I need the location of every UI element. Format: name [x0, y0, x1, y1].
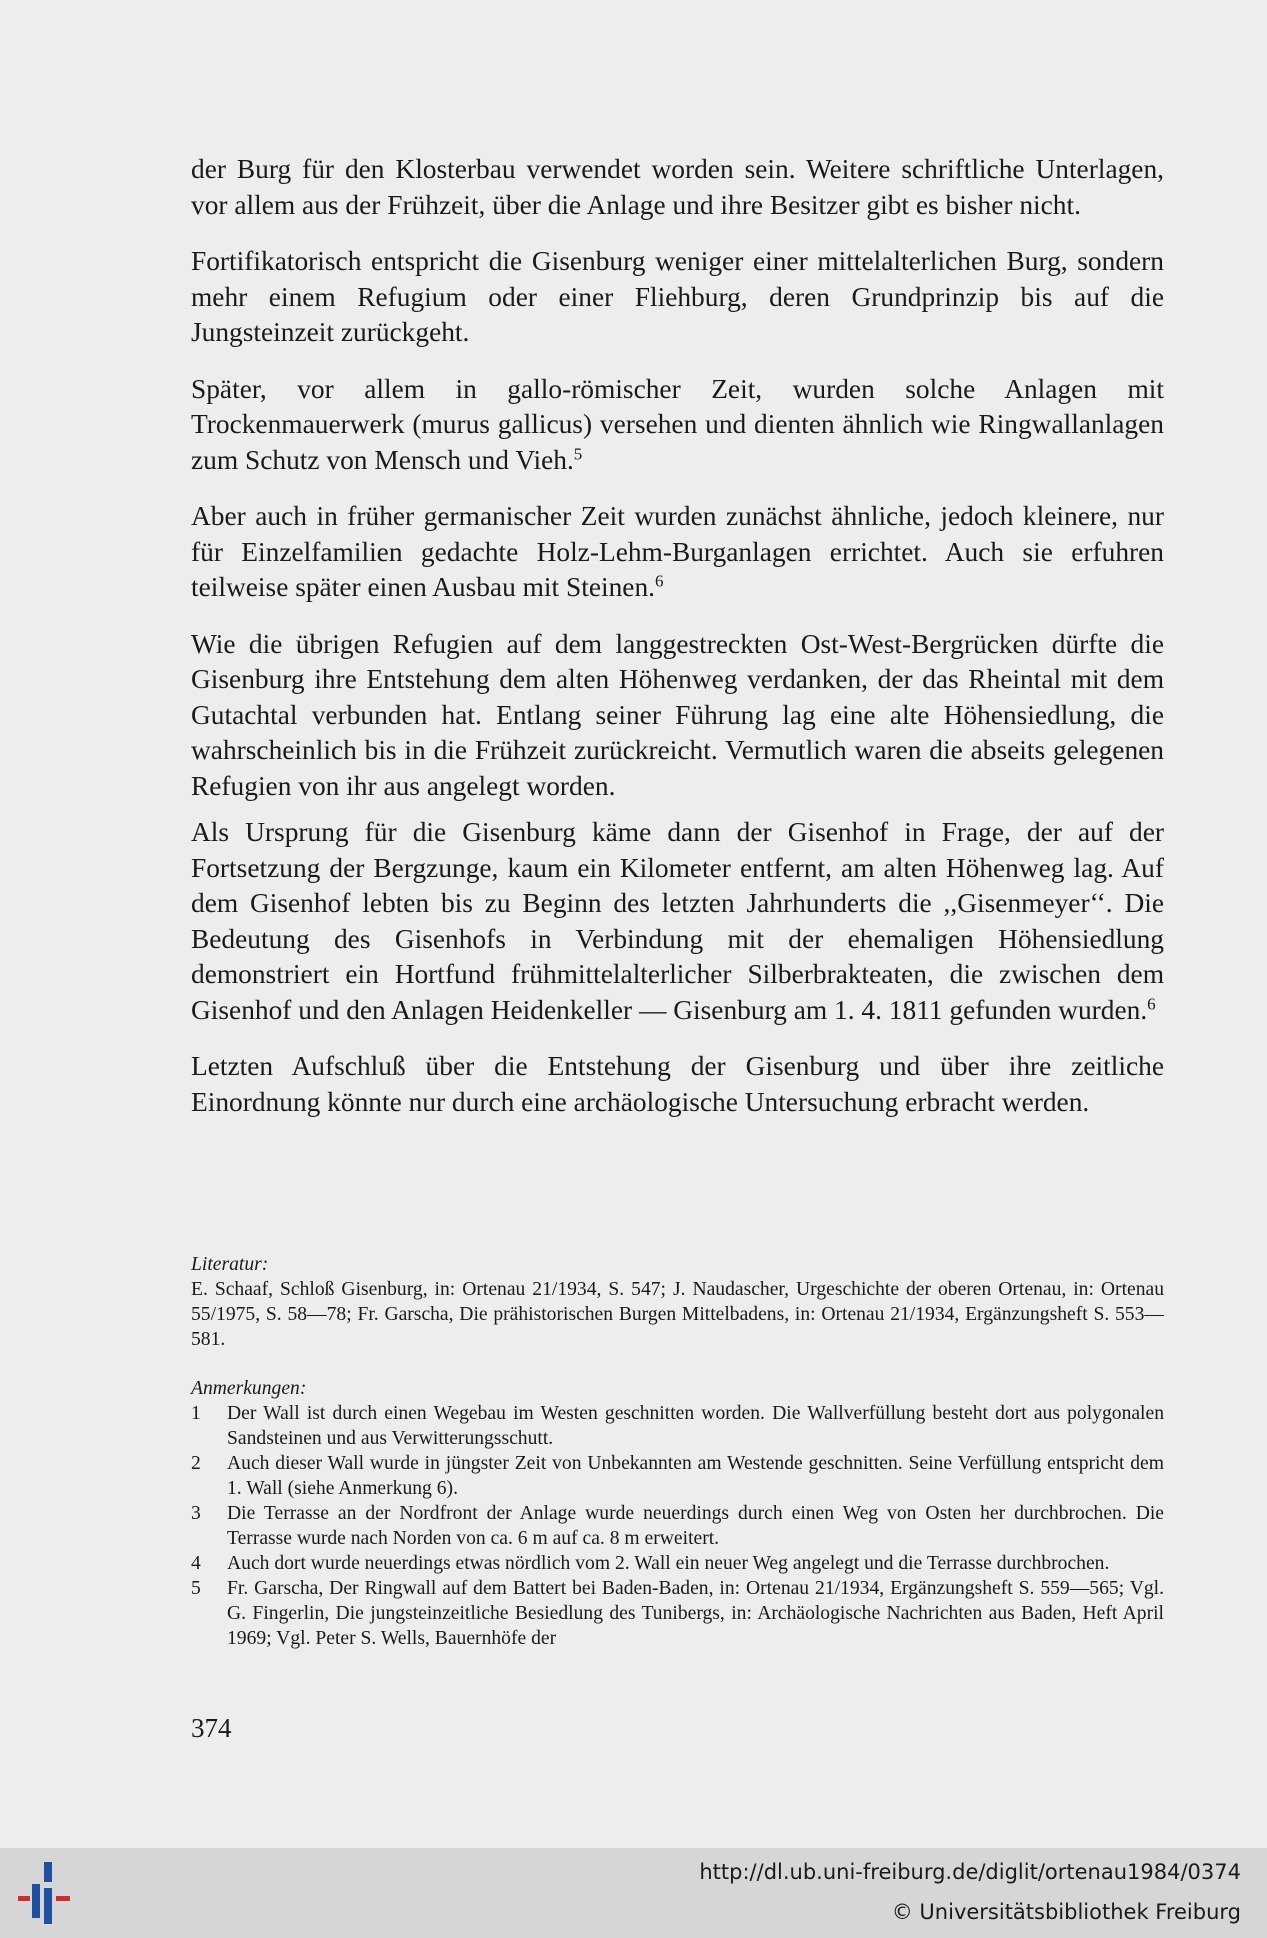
paragraph — [191, 152, 1164, 223]
paragraph-text: der Burg für den Klosterbau verwendet worden sein. Weitere schriftliche Unterlagen, vor allem aus der Frühzeit, über die Anlage und ihre Besitzer gibt es bisher nicht. — [191, 154, 1164, 220]
notes-heading: Anmerkungen: — [191, 1378, 307, 1399]
note-item — [191, 1451, 1164, 1501]
note-number: 1 — [191, 1403, 201, 1424]
literature-section — [191, 1252, 1164, 1352]
ub-freiburg-logo-icon[interactable] — [14, 1858, 84, 1928]
literature-heading: Literatur: — [191, 1254, 269, 1275]
note-item — [191, 1501, 1164, 1551]
note-number: 4 — [191, 1553, 201, 1574]
note-text: Fr. Garscha, Der Ringwall auf dem Battert bei Baden-Baden, in: Ortenau 21/1934, Ergänzungsheft S. 559—565; Vgl. G. Fingerlin, Die jungsteinzeitliche Besiedlung des Tunibergs, in: Archäologische Nachrichten aus Baden, Heft April 1969; Vgl. Peter S. Wells, Bauernhöfe der — [227, 1578, 1164, 1649]
paragraph-text: Fortifikatorisch entspricht die Gisenburg weniger einer mittelalterlichen Burg, sondern mehr einem Refugium oder einer Fliehburg, deren Grundprinzip bis auf die Jungsteinzeit zurückgeht. — [191, 246, 1164, 347]
paragraph — [191, 627, 1164, 805]
paragraph — [191, 1049, 1164, 1120]
note-text: Auch dieser Wall wurde in jüngster Zeit von Unbekannten am Westende geschnitten. Seine Verfüllung entspricht dem 1. Wall (siehe Anmerkung 6). — [227, 1453, 1164, 1499]
paragraph — [191, 372, 1164, 479]
paragraph-text: Wie die übrigen Refugien auf dem langgestreckten Ost-West-Bergrücken dürfte die Gisenburg ihre Entstehung dem alten Höhenweg verdanken, der das Rheintal mit dem Gutachtal verbunden hat. Entlang seiner Führung lag eine alte Höhensiedlung, die wahrscheinlich bis in die Frühzeit zurückreicht. Vermutlich waren die abseits gelegenen Refugien von ihr aus angelegt worden. — [191, 628, 1164, 801]
notes-section — [191, 1376, 1164, 1651]
note-number: 5 — [191, 1578, 201, 1599]
copyright-notice: © Universitätsbibliothek Freiburg — [891, 1900, 1241, 1924]
paragraph — [191, 815, 1164, 1028]
note-text: Auch dort wurde neuerdings etwas nördlich vom 2. Wall ein neuer Weg angelegt und die Terrasse durchbrochen. — [227, 1553, 1110, 1574]
note-item — [191, 1401, 1164, 1451]
footnote-mark: 6 — [1147, 994, 1156, 1014]
page-number: 374 — [191, 1713, 232, 1743]
paragraph — [191, 499, 1164, 606]
note-number: 3 — [191, 1503, 201, 1524]
paragraph — [191, 244, 1164, 351]
main-text — [191, 152, 1164, 1141]
paragraph-text: Aber auch in früher germanischer Zeit wurden zunächst ähnliche, jedoch kleinere, nur für Einzelfamilien gedachte Holz-Lehm-Burganlagen errichtet. Auch sie erfuhren teilweise später einen Ausbau mit Steinen. — [191, 501, 1164, 602]
paragraph-text: Als Ursprung für die Gisenburg käme dann der Gisenhof in Frage, der auf der Fortsetzung der Bergzunge, kaum ein Kilometer entfernt, am alten Höhenweg lag. Auf dem Gisenhof lebten bis zu Beginn des letzten Jahrhunderts die ,,Gisenmeyer‘‘. Die Bedeutung des Gisenhofs in Verbindung mit der ehemaligen Höhensiedlung demonstriert ein Hortfund frühmittelalterlicher Silberbrakteaten, die zwischen dem Gisenhof und den Anlagen Heidenkeller — Gisenburg am 1. 4. 1811 gefunden wurden. — [191, 817, 1164, 1025]
footnote-mark: 5 — [573, 444, 583, 464]
note-item — [191, 1551, 1164, 1576]
note-text: Der Wall ist durch einen Wegebau im Westen geschnitten worden. Die Wallverfüllung besteht dort aus polygonalen Sandsteinen und aus Verwitterungsschutt. — [227, 1403, 1164, 1449]
source-url-link[interactable]: http://dl.ub.uni-freiburg.de/diglit/ortenau1984/0374 — [699, 1860, 1241, 1884]
literature-text: E. Schaaf, Schloß Gisenburg, in: Ortenau 21/1934, S. 547; J. Naudascher, Urgeschichte der oberen Ortenau, in: Ortenau 55/1975, S. 58—78; Fr. Garscha, Die prähistorischen Burgen Mittelbadens, in: Ortenau 21/1934, Ergänzungsheft S. 553—581. — [191, 1279, 1164, 1350]
footer-bar — [0, 1848, 1267, 1938]
note-number: 2 — [191, 1453, 201, 1474]
footnote-mark: 6 — [655, 571, 664, 591]
note-text: Die Terrasse an der Nordfront der Anlage wurde neuerdings durch einen Weg von Osten her durchbrochen. Die Terrasse wurde nach Norden von ca. 6 m auf ca. 8 m erweitert. — [227, 1503, 1164, 1549]
note-item — [191, 1576, 1164, 1651]
paragraph-text: Letzten Aufschluß über die Entstehung der Gisenburg und über ihre zeitliche Einordnung könnte nur durch eine archäologische Untersuchung erbracht werden. — [191, 1051, 1164, 1117]
paragraph-text: Später, vor allem in gallo-römischer Zeit, wurden solche Anlagen mit Trockenmauerwerk (murus gallicus) versehen und dienten ähnlich wie Ringwallanlagen zum Schutz von Mensch und Vieh. — [191, 373, 1164, 475]
